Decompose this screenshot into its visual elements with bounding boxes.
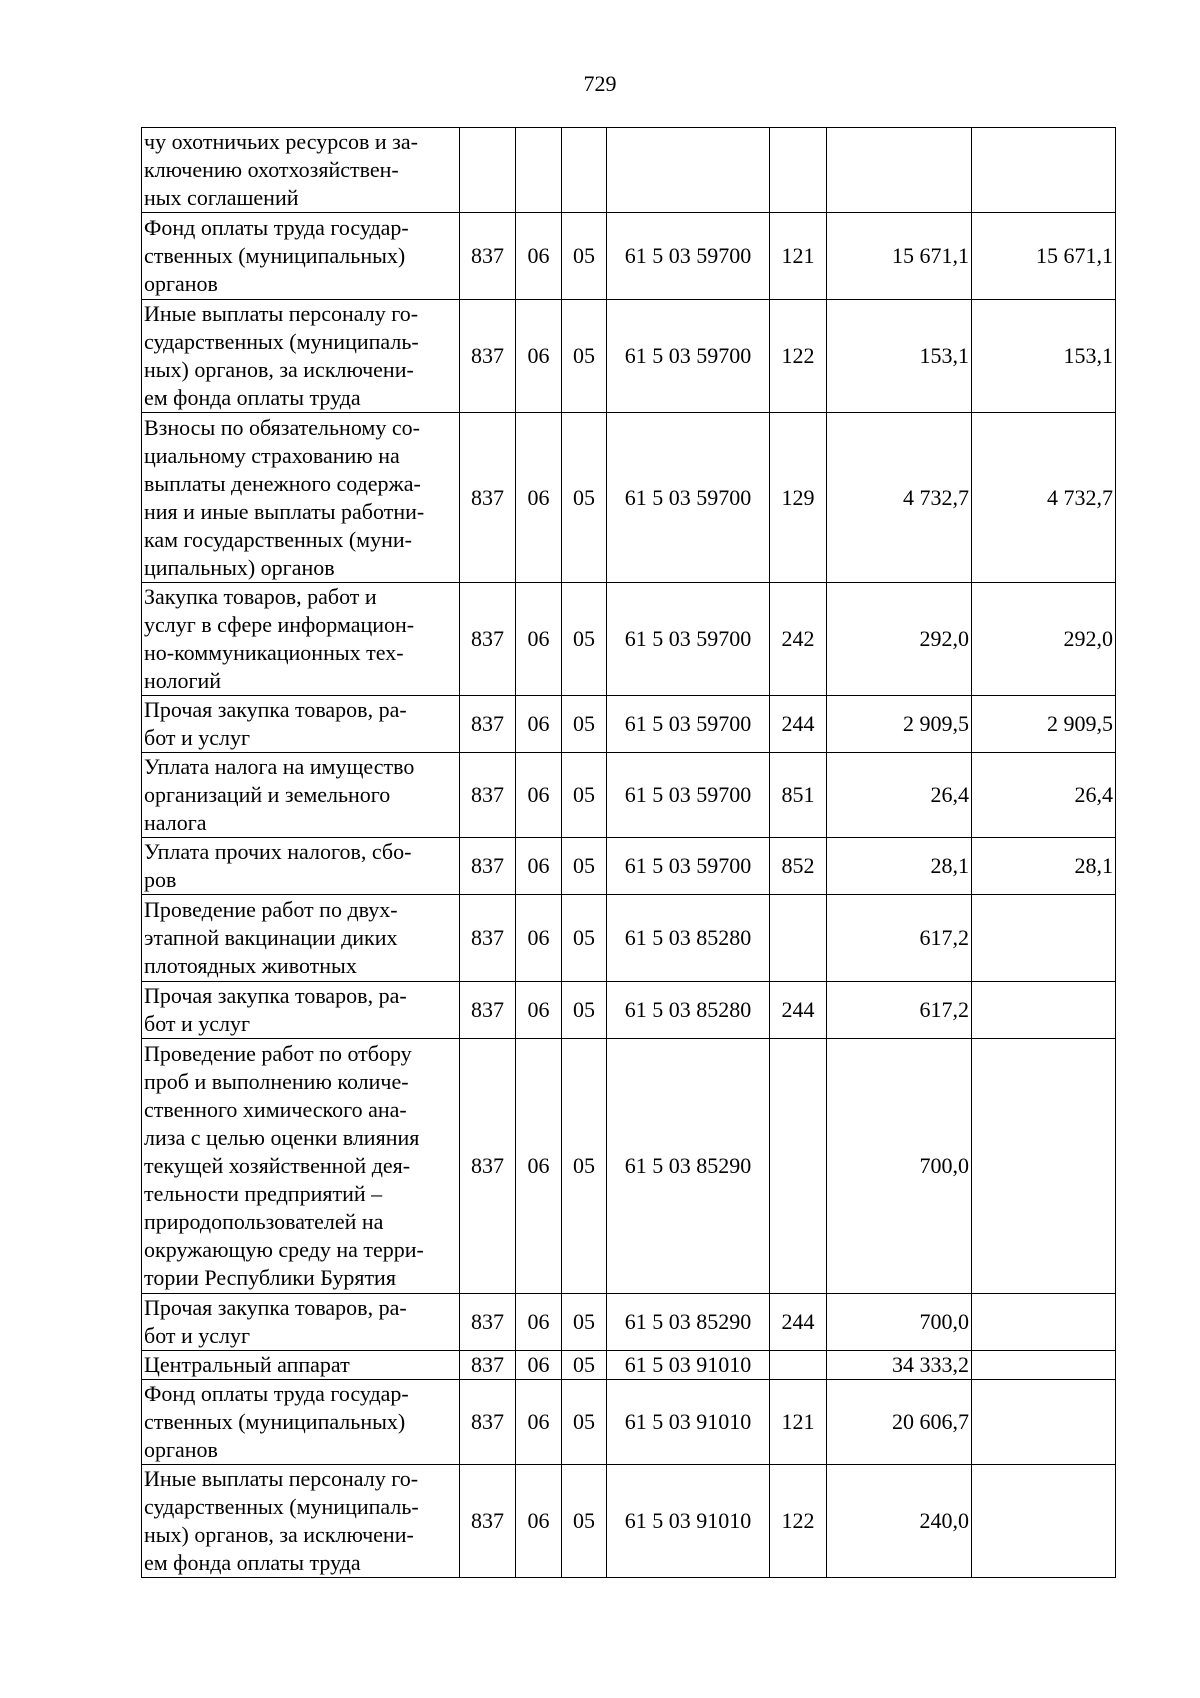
row-grbs-code: 837 xyxy=(460,753,516,838)
row-amount-2: 28,1 xyxy=(972,838,1116,895)
row-name: Проведение работ по двух- этапной вакцинации диких плотоядных животных xyxy=(142,895,460,982)
row-amount-1: 617,2 xyxy=(827,895,972,982)
table-row xyxy=(142,1465,1116,1578)
row-amount-2 xyxy=(972,895,1116,982)
row-amount-1: 617,2 xyxy=(827,982,972,1039)
row-expense-type xyxy=(770,895,827,982)
row-amount-1: 700,0 xyxy=(827,1039,972,1294)
row-target-article: 61 5 03 85290 xyxy=(607,1039,770,1294)
row-amount-2: 153,1 xyxy=(972,300,1116,413)
table-row xyxy=(142,300,1116,413)
row-subsection-code: 05 xyxy=(562,753,607,838)
row-amount-1: 26,4 xyxy=(827,753,972,838)
row-name: Прочая закупка товаров, ра- бот и услуг xyxy=(142,1294,460,1351)
row-name: Иные выплаты персоналу го- сударственных (муниципаль- ных) органов, за исключени- ем фонда оплаты труда xyxy=(142,300,460,413)
row-subsection-code: 05 xyxy=(562,1465,607,1578)
table-row xyxy=(142,213,1116,300)
row-section-code: 06 xyxy=(516,300,562,413)
row-subsection-code: 05 xyxy=(562,982,607,1039)
row-subsection-code: 05 xyxy=(562,895,607,982)
row-section-code: 06 xyxy=(516,1294,562,1351)
row-amount-2: 2 909,5 xyxy=(972,696,1116,753)
row-target-article: 61 5 03 91010 xyxy=(607,1465,770,1578)
table-row xyxy=(142,1351,1116,1380)
row-subsection-code: 05 xyxy=(562,300,607,413)
row-expense-type: 851 xyxy=(770,753,827,838)
table-row xyxy=(142,1039,1116,1294)
row-amount-2 xyxy=(972,1294,1116,1351)
row-name: Прочая закупка товаров, ра- бот и услуг xyxy=(142,982,460,1039)
row-amount-2 xyxy=(972,982,1116,1039)
row-grbs-code: 837 xyxy=(460,1294,516,1351)
row-grbs-code: 837 xyxy=(460,1465,516,1578)
row-amount-2 xyxy=(972,1465,1116,1578)
row-amount-1: 34 333,2 xyxy=(827,1351,972,1380)
row-target-article: 61 5 03 59700 xyxy=(607,583,770,696)
row-grbs-code: 837 xyxy=(460,982,516,1039)
row-section-code: 06 xyxy=(516,982,562,1039)
row-subsection-code: 05 xyxy=(562,1380,607,1465)
row-name: Уплата налога на имущество организаций и земельного налога xyxy=(142,753,460,838)
row-amount-1: 240,0 xyxy=(827,1465,972,1578)
row-amount-2 xyxy=(972,1351,1116,1380)
row-grbs-code: 837 xyxy=(460,895,516,982)
row-section-code: 06 xyxy=(516,1039,562,1294)
row-grbs-code: 837 xyxy=(460,1039,516,1294)
budget-table xyxy=(141,127,1116,1578)
table-row xyxy=(142,1380,1116,1465)
row-grbs-code: 837 xyxy=(460,413,516,583)
row-target-article: 61 5 03 59700 xyxy=(607,213,770,300)
row-name: Проведение работ по отбору проб и выполнению количе- ственного химического ана- лиза с целью оценки влияния текущей хозяйственной дея- тельности предприятий – природопользователей на окружающую среду на терри- тории Республики Бурятия xyxy=(142,1039,460,1294)
row-amount-2: 292,0 xyxy=(972,583,1116,696)
row-grbs-code: 837 xyxy=(460,1380,516,1465)
row-section-code: 06 xyxy=(516,1351,562,1380)
row-amount-1: 292,0 xyxy=(827,583,972,696)
row-amount-1: 2 909,5 xyxy=(827,696,972,753)
row-name: Закупка товаров, работ и услуг в сфере информацион- но-коммуникационных тех- нологий xyxy=(142,583,460,696)
row-expense-type: 129 xyxy=(770,413,827,583)
row-amount-1 xyxy=(827,128,972,213)
row-grbs-code: 837 xyxy=(460,583,516,696)
row-grbs-code: 837 xyxy=(460,213,516,300)
row-target-article: 61 5 03 91010 xyxy=(607,1351,770,1380)
row-expense-type xyxy=(770,128,827,213)
row-name: Взносы по обязательному со- циальному страхованию на выплаты денежного содержа- ния и иные выплаты работни- кам государственных (муни- ципальных) органов xyxy=(142,413,460,583)
row-section-code xyxy=(516,128,562,213)
table-row xyxy=(142,413,1116,583)
row-expense-type: 122 xyxy=(770,1465,827,1578)
table-row xyxy=(142,895,1116,982)
row-expense-type: 242 xyxy=(770,583,827,696)
row-amount-1: 700,0 xyxy=(827,1294,972,1351)
row-name: Прочая закупка товаров, ра- бот и услуг xyxy=(142,696,460,753)
table-row xyxy=(142,1294,1116,1351)
row-target-article: 61 5 03 85280 xyxy=(607,982,770,1039)
row-name: Иные выплаты персоналу го- сударственных (муниципаль- ных) органов, за исключени- ем фонда оплаты труда xyxy=(142,1465,460,1578)
table-row xyxy=(142,696,1116,753)
row-section-code: 06 xyxy=(516,753,562,838)
page-number: 729 xyxy=(583,71,617,96)
row-target-article: 61 5 03 85280 xyxy=(607,895,770,982)
row-section-code: 06 xyxy=(516,583,562,696)
row-section-code: 06 xyxy=(516,838,562,895)
row-target-article xyxy=(607,128,770,213)
row-section-code: 06 xyxy=(516,696,562,753)
row-expense-type: 244 xyxy=(770,696,827,753)
row-amount-1: 20 606,7 xyxy=(827,1380,972,1465)
row-amount-2: 26,4 xyxy=(972,753,1116,838)
table-row xyxy=(142,753,1116,838)
row-subsection-code: 05 xyxy=(562,1351,607,1380)
row-target-article: 61 5 03 59700 xyxy=(607,753,770,838)
row-subsection-code: 05 xyxy=(562,838,607,895)
row-name: чу охотничьих ресурсов и за- ключению охотхозяйствен- ных соглашений xyxy=(142,128,460,213)
row-subsection-code: 05 xyxy=(562,583,607,696)
row-subsection-code: 05 xyxy=(562,413,607,583)
row-section-code: 06 xyxy=(516,1380,562,1465)
row-subsection-code: 05 xyxy=(562,696,607,753)
row-amount-1: 153,1 xyxy=(827,300,972,413)
row-expense-type: 852 xyxy=(770,838,827,895)
row-name: Уплата прочих налогов, сбо- ров xyxy=(142,838,460,895)
row-target-article: 61 5 03 59700 xyxy=(607,696,770,753)
row-name: Фонд оплаты труда государ- ственных (муниципальных) органов xyxy=(142,213,460,300)
table-row xyxy=(142,838,1116,895)
row-amount-1: 28,1 xyxy=(827,838,972,895)
row-expense-type: 121 xyxy=(770,213,827,300)
row-amount-2: 15 671,1 xyxy=(972,213,1116,300)
row-name: Центральный аппарат xyxy=(142,1351,460,1380)
row-expense-type xyxy=(770,1039,827,1294)
row-amount-2 xyxy=(972,1039,1116,1294)
row-section-code: 06 xyxy=(516,213,562,300)
row-subsection-code: 05 xyxy=(562,1294,607,1351)
row-subsection-code: 05 xyxy=(562,213,607,300)
row-target-article: 61 5 03 91010 xyxy=(607,1380,770,1465)
row-subsection-code xyxy=(562,128,607,213)
row-section-code: 06 xyxy=(516,413,562,583)
row-target-article: 61 5 03 59700 xyxy=(607,413,770,583)
row-expense-type: 244 xyxy=(770,982,827,1039)
row-target-article: 61 5 03 59700 xyxy=(607,838,770,895)
row-grbs-code xyxy=(460,128,516,213)
row-amount-2 xyxy=(972,1380,1116,1465)
row-grbs-code: 837 xyxy=(460,300,516,413)
row-expense-type: 244 xyxy=(770,1294,827,1351)
table-body xyxy=(142,128,1116,1578)
row-section-code: 06 xyxy=(516,1465,562,1578)
row-expense-type: 122 xyxy=(770,300,827,413)
row-target-article: 61 5 03 59700 xyxy=(607,300,770,413)
row-amount-1: 15 671,1 xyxy=(827,213,972,300)
row-grbs-code: 837 xyxy=(460,696,516,753)
row-target-article: 61 5 03 85290 xyxy=(607,1294,770,1351)
table-row xyxy=(142,982,1116,1039)
row-expense-type: 121 xyxy=(770,1380,827,1465)
row-amount-2: 4 732,7 xyxy=(972,413,1116,583)
row-section-code: 06 xyxy=(516,895,562,982)
table-row xyxy=(142,128,1116,213)
row-amount-1: 4 732,7 xyxy=(827,413,972,583)
row-name: Фонд оплаты труда государ- ственных (муниципальных) органов xyxy=(142,1380,460,1465)
row-expense-type xyxy=(770,1351,827,1380)
table-row xyxy=(142,583,1116,696)
row-grbs-code: 837 xyxy=(460,838,516,895)
row-subsection-code: 05 xyxy=(562,1039,607,1294)
row-amount-2 xyxy=(972,128,1116,213)
row-grbs-code: 837 xyxy=(460,1351,516,1380)
